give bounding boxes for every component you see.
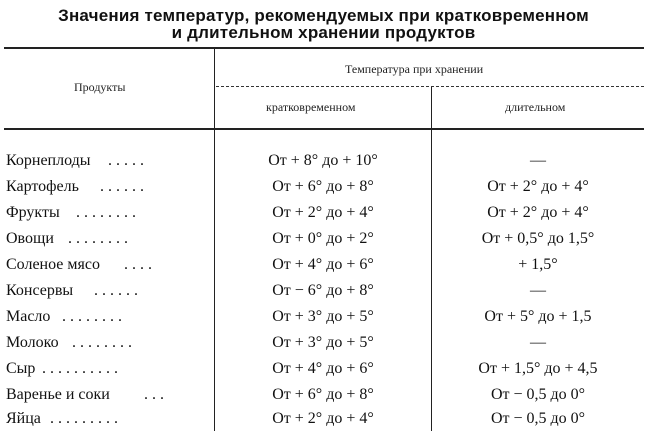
long-term-value: —: [530, 334, 546, 351]
long-term-value: От + 5° до + 1,5: [484, 308, 592, 325]
table-row: [0, 308, 647, 332]
table-row: [0, 282, 647, 306]
table-title-line-1: Значения температур, рекомендуемых при кратковременном: [58, 6, 589, 25]
header-top-rule: [4, 47, 644, 49]
table-row: [0, 256, 647, 280]
long-term-value: От − 0,5 до 0°: [490, 410, 586, 427]
long-term-value: От + 0,5° до 1,5°: [481, 230, 595, 247]
leader-dots: . . . . . . . . . .: [42, 360, 118, 377]
short-term-value: От + 2° до + 4°: [272, 204, 374, 221]
short-term-value: От + 3° до + 5°: [272, 334, 374, 351]
long-term-value: От + 2° до + 4°: [487, 178, 589, 195]
short-term-value: От + 0° до + 2°: [272, 230, 374, 247]
header-short-term: кратковременном: [266, 100, 356, 114]
product-name: Варенье и соки: [6, 386, 110, 403]
table-row: [0, 386, 647, 410]
long-term-value: —: [530, 282, 546, 299]
product-name: Масло: [6, 308, 51, 325]
table-title-line-2: и длительном хранении продуктов: [171, 23, 476, 42]
product-name: Овощи: [6, 230, 54, 247]
product-name: Яйца: [6, 410, 41, 427]
product-name: Корнеплоды: [6, 152, 91, 169]
leader-dots: . . . . . . . .: [62, 308, 122, 325]
product-name: Фрукты: [6, 204, 60, 221]
leader-dots: . . . . . .: [100, 178, 144, 195]
table-row: [0, 230, 647, 254]
long-term-value: + 1,5°: [518, 256, 558, 273]
table-row: [0, 360, 647, 384]
product-name: Сыр: [6, 360, 36, 377]
short-term-value: От + 4° до + 6°: [272, 256, 374, 273]
short-term-value: От + 4° до + 6°: [272, 360, 374, 377]
header-bottom-rule: [4, 128, 644, 130]
table-row: [0, 204, 647, 228]
header-temperature: Температура при хранении: [345, 62, 484, 76]
leader-dots: . . . . . . . .: [72, 334, 132, 351]
leader-dots: . . . . .: [108, 152, 144, 169]
long-term-value: От + 2° до + 4°: [487, 204, 589, 221]
product-name: Картофель: [6, 178, 79, 195]
short-term-value: От + 6° до + 8°: [272, 178, 374, 195]
short-term-value: От + 8° до + 10°: [268, 152, 378, 169]
table-row: [0, 410, 647, 434]
table-row: [0, 178, 647, 202]
header-products: Продукты: [74, 80, 126, 94]
product-name: Соленое мясо: [6, 256, 100, 273]
long-term-value: —: [530, 152, 546, 169]
leader-dots: . . . .: [124, 256, 152, 273]
short-term-value: От + 2° до + 4°: [272, 410, 374, 427]
product-name: Молоко: [6, 334, 59, 351]
short-term-value: От + 6° до + 8°: [272, 386, 374, 403]
leader-dots: . . . . . . . . .: [50, 410, 118, 427]
short-term-value: От − 6° до + 8°: [272, 282, 374, 299]
leader-dots: . . . . . .: [94, 282, 138, 299]
leader-dots: . . . . . . . .: [68, 230, 128, 247]
long-term-value: От + 1,5° до + 4,5: [478, 360, 598, 377]
long-term-value: От − 0,5 до 0°: [490, 386, 586, 403]
table-row: [0, 334, 647, 358]
header-mid-rule: [216, 86, 644, 87]
short-term-value: От + 3° до + 5°: [272, 308, 374, 325]
header-long-term: длительном: [505, 100, 566, 114]
product-name: Консервы: [6, 282, 74, 299]
leader-dots: . . .: [144, 386, 164, 403]
leader-dots: . . . . . . . .: [76, 204, 136, 221]
table-row: [0, 152, 647, 176]
